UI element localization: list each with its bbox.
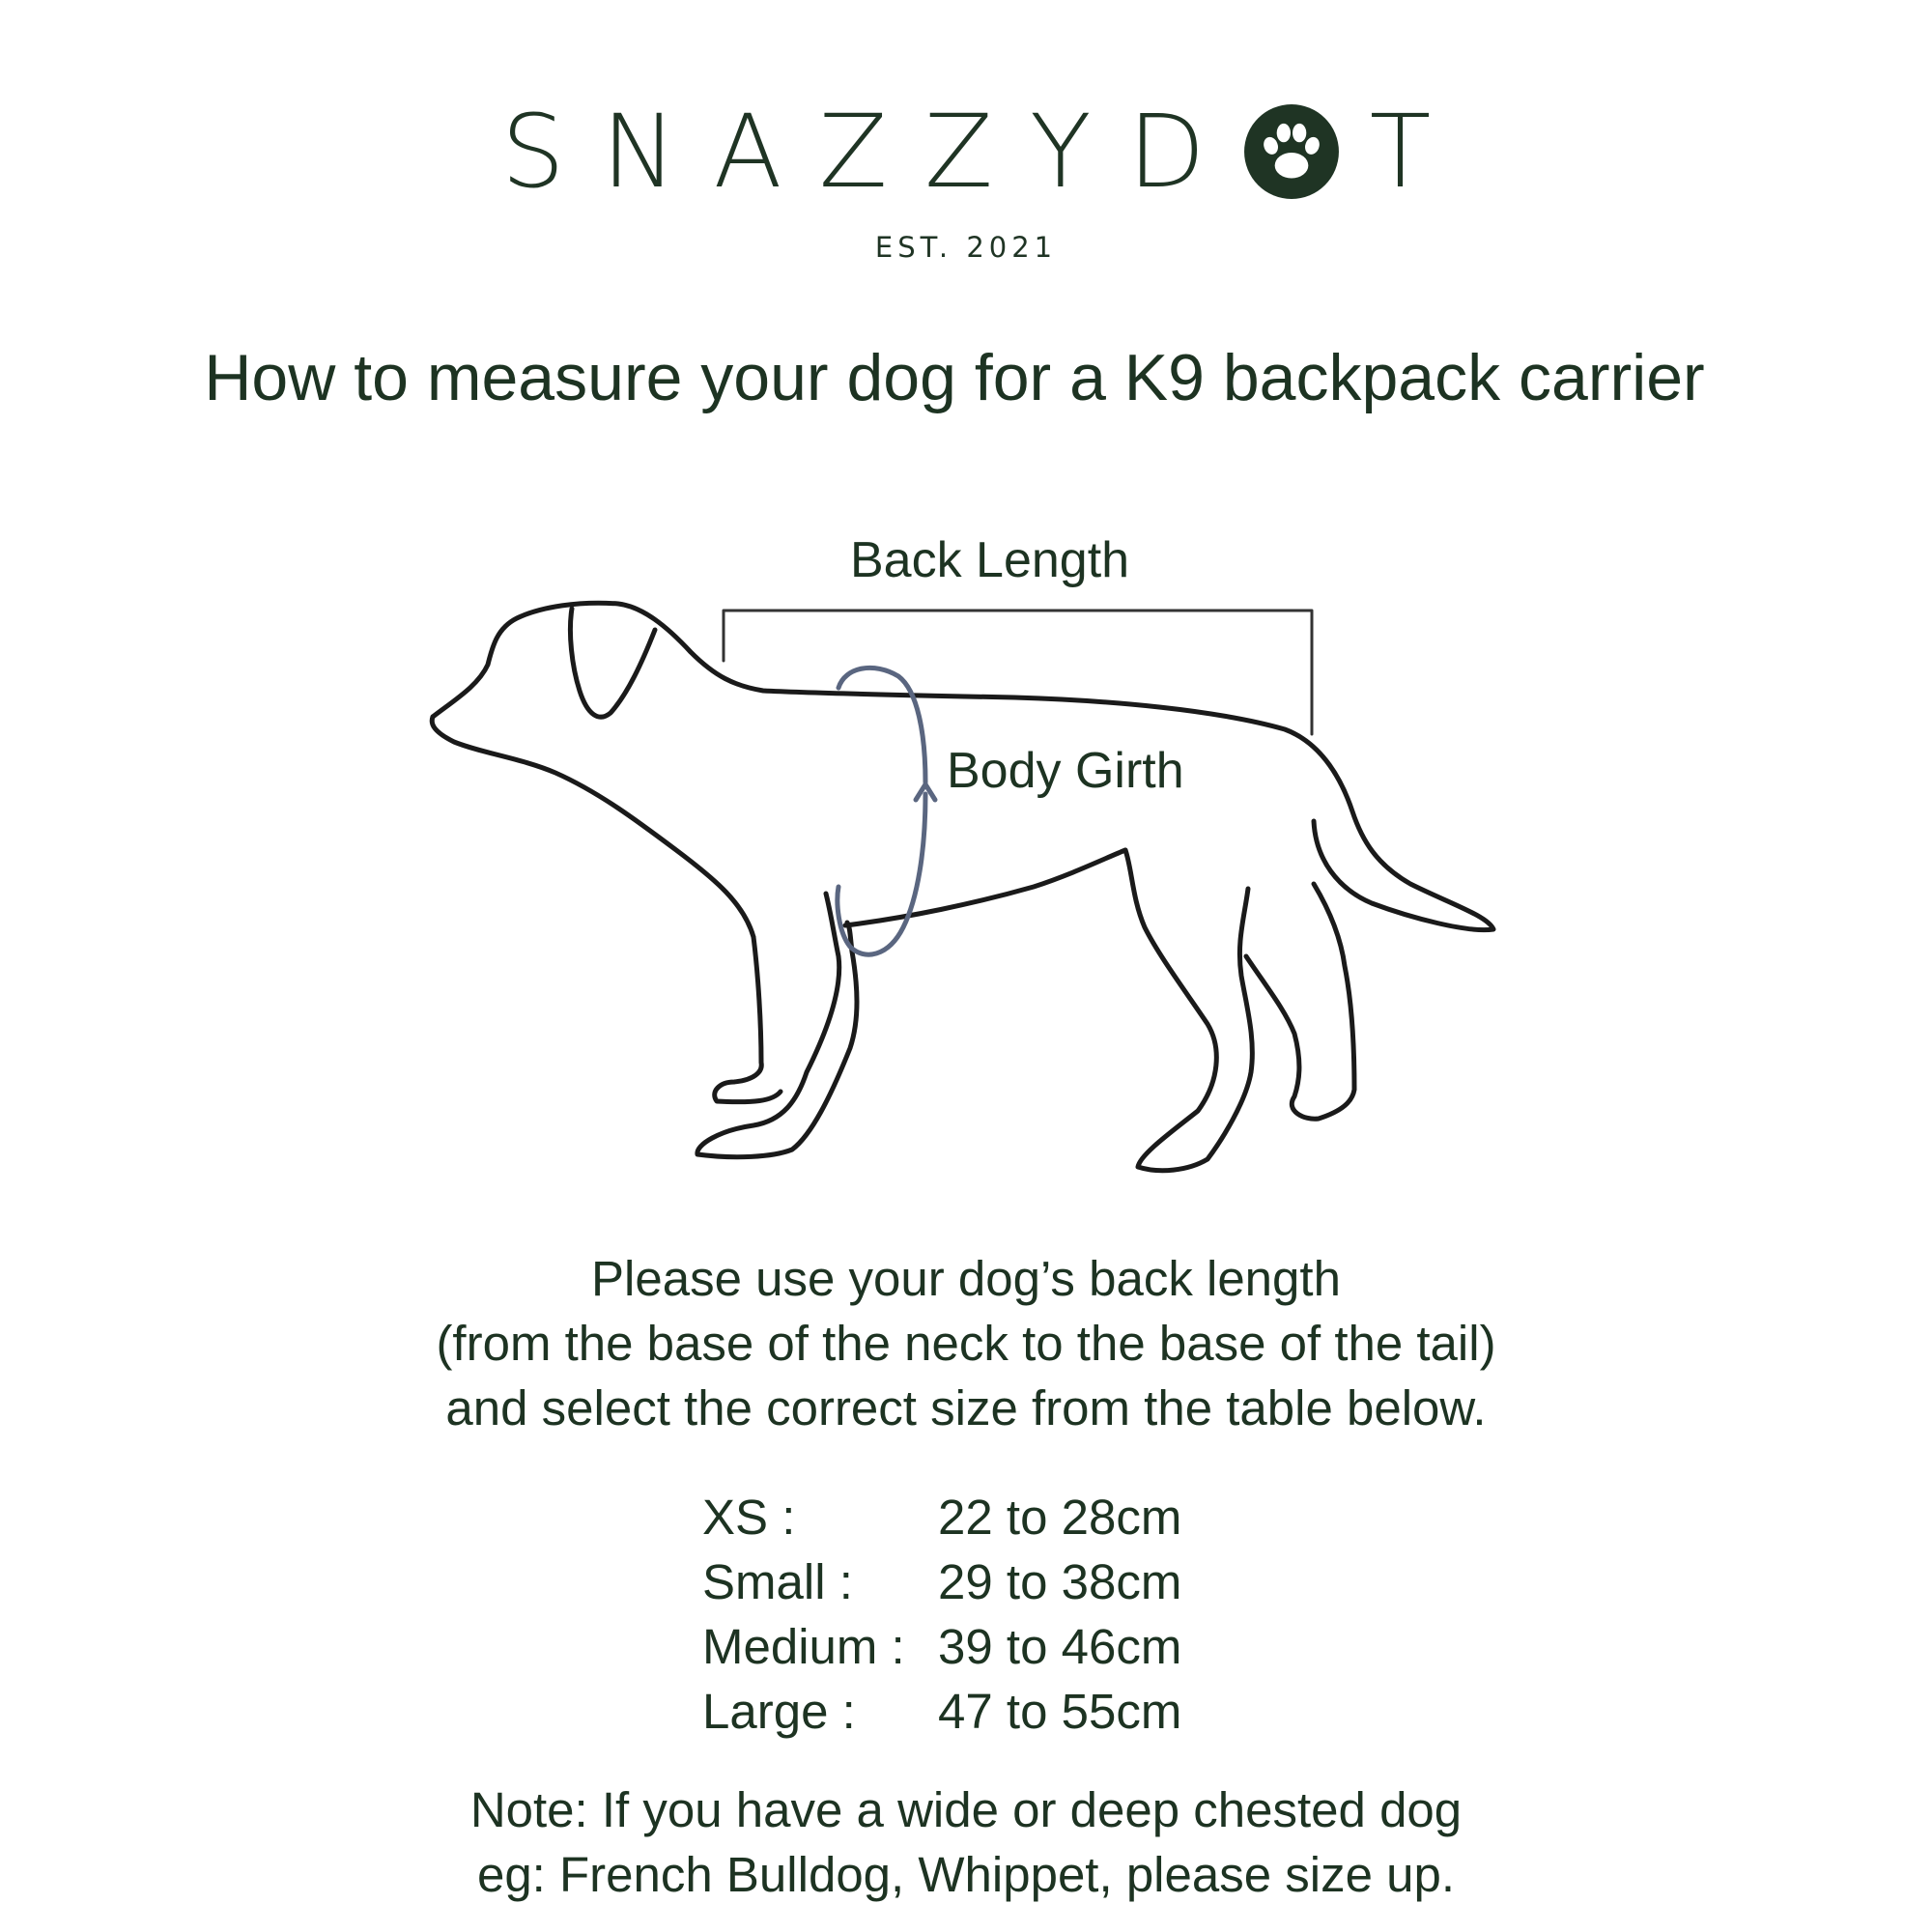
brand-name-left: SNAZZYD	[500, 93, 1242, 211]
back-length-label: Back Length	[850, 532, 1130, 588]
size-range: 22 to 28cm	[938, 1490, 1182, 1545]
note-line: Note: If you have a wide or deep chested dog	[469, 1782, 1463, 1837]
size-row-xs	[702, 1485, 1181, 1549]
page-title: How to measure your dog for a K9 backpack carrier	[204, 341, 1705, 414]
size-name: Small :	[702, 1554, 853, 1609]
size-range: 39 to 46cm	[938, 1619, 1182, 1674]
brand-logo	[0, 93, 1932, 264]
brand-established: EST. 2021	[874, 231, 1058, 264]
body-girth-label: Body Girth	[947, 743, 1184, 799]
size-name: Large :	[702, 1684, 856, 1739]
size-row-small	[702, 1549, 1181, 1614]
note-line: eg: French Bulldog, Whippet, please size up.	[476, 1847, 1456, 1902]
size-range: 47 to 55cm	[938, 1684, 1182, 1739]
size-row-large	[702, 1679, 1181, 1744]
sizing-note	[0, 1777, 1932, 1907]
dog-outline-icon	[432, 603, 1493, 1170]
paw-icon	[1242, 102, 1341, 201]
instruction-line: (from the base of the neck to the base of the tail)	[436, 1316, 1496, 1371]
instructions	[0, 1246, 1932, 1440]
size-name: Medium :	[702, 1619, 905, 1674]
brand-name	[465, 93, 1468, 211]
instruction-line: and select the correct size from the table below.	[445, 1380, 1487, 1435]
size-range: 29 to 38cm	[938, 1554, 1182, 1609]
brand-name-right: T	[1369, 93, 1468, 211]
size-table	[702, 1485, 1181, 1744]
body-girth-indicator	[838, 668, 935, 954]
instruction-line: Please use your dog’s back length	[591, 1251, 1341, 1306]
size-name: XS :	[702, 1490, 796, 1545]
size-row-medium	[702, 1614, 1181, 1679]
